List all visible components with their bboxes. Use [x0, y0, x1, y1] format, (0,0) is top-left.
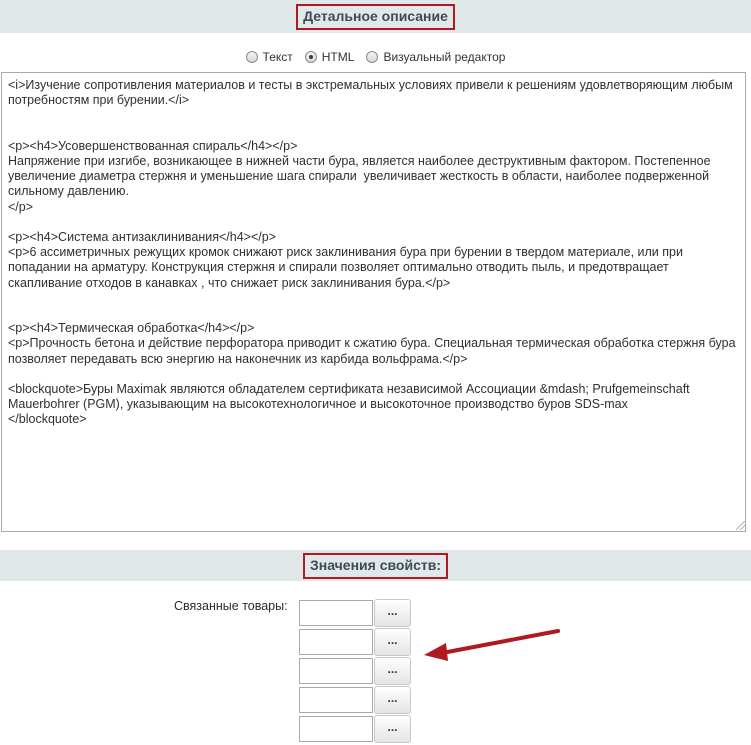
resize-grip-icon[interactable]	[736, 521, 745, 530]
radio-visual[interactable]	[366, 51, 378, 63]
mode-option-html[interactable]	[305, 50, 355, 64]
related-product-select-button[interactable]: ...	[374, 599, 411, 627]
radio-text[interactable]	[246, 51, 258, 63]
mode-label-text: Текст	[262, 50, 293, 64]
related-product-select-button[interactable]: ...	[374, 657, 411, 685]
mode-label-visual: Визуальный редактор	[383, 50, 506, 64]
properties-section-title: Значения свойств:	[303, 553, 448, 579]
related-product-input[interactable]	[299, 629, 373, 655]
editor-mode-selector	[0, 50, 751, 64]
related-product-select-button[interactable]: ...	[374, 628, 411, 656]
radio-html[interactable]	[305, 51, 317, 63]
related-product-row	[299, 686, 411, 714]
related-product-input[interactable]	[299, 716, 373, 742]
description-textarea[interactable]: <i>Изучение сопротивления материалов и тесты в экстремальных условиях привели к решениям удовлетворяющим любым потребностям при бурении.</i> <p><h4>Усовершенствованная спираль</h4></p> Напряжение при изгибе, возникающее в нижней части бура, является наиболее деструктивным фактором. Постепенное увеличение диаметра стержня и уменьшение шага спирали увеличивает жесткость в области, наиболее подверженной сильному давлению. </p> <p><h4>Система антизаклинивания</h4></p> <p>6 ассиметричных режущих кромок снижают риск заклинивания бура при бурении в твердом материале, или при попадании на арматуру. Конструкция стержня и спирали позволяет оптимально отводить пыль, и предотвращает скапливание отходов в канавках , что снижает риск заклинивания бура.</p> <p><h4>Термическая обработка</h4></p> <p>Прочность бетона и действие перфоратора приводит к сжатию бура. Специальная термическая обработка стержня бура позволяет передавать всю энергию на наконечник из карбида вольфрама.</p> <blockquote>Буры Maximak являются обладателем сертификата независимой Ассоциации &mdash; Prufgemeinschaft Mauerbohrer (PGM), указывающим на высокотехнологичное и высокоточное производство буров SDS-max </blockquote>	[1, 72, 746, 532]
related-product-row	[299, 599, 411, 627]
detail-section-header	[0, 0, 751, 33]
related-products-label: Связанные товары:	[174, 599, 288, 613]
related-product-input[interactable]	[299, 658, 373, 684]
annotation-arrow-icon	[420, 625, 565, 665]
related-product-select-button[interactable]: ...	[374, 715, 411, 743]
detail-section-title: Детальное описание	[296, 4, 455, 30]
related-product-select-button[interactable]: ...	[374, 686, 411, 714]
related-product-input[interactable]	[299, 600, 373, 626]
mode-label-html: HTML	[321, 50, 355, 64]
related-product-row	[299, 657, 411, 685]
mode-option-text[interactable]	[246, 50, 293, 64]
related-product-input[interactable]	[299, 687, 373, 713]
related-product-row	[299, 715, 411, 743]
related-product-row	[299, 628, 411, 656]
properties-section-header	[0, 550, 751, 581]
mode-option-visual[interactable]	[366, 50, 505, 64]
